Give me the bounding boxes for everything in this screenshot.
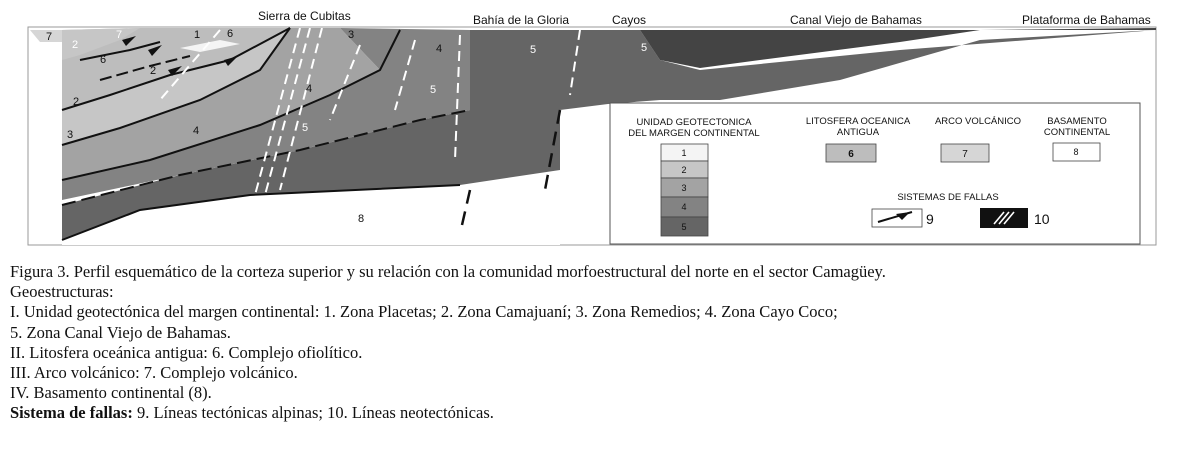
caption-line: II. Litosfera oceánica antigua: 6. Complejo ofiolítico.	[10, 342, 363, 362]
zone-number: 2	[150, 65, 157, 77]
label-sierra-de-cubitas: Sierra de Cubitas	[258, 9, 351, 23]
legend-unidad-title-2: DEL MARGEN CONTINENTAL	[628, 128, 760, 139]
caption-line: I. Unidad geotectónica del margen continental: 1. Zona Placetas; 2. Zona Camajuaní; 3. Zona Remedios; 4. Zona Cayo Coco;	[10, 302, 838, 322]
zone-number: 2	[72, 39, 79, 51]
zone-number: 4	[193, 125, 200, 137]
zone-number: 2	[73, 96, 80, 108]
legend-fault-9-label: 9	[926, 211, 934, 227]
caption-bold: Sistema de fallas:	[10, 403, 133, 423]
zone-number: 5	[430, 84, 437, 96]
caption-line: 5. Zona Canal Viejo de Bahamas.	[10, 322, 231, 342]
zone-number: 1	[194, 29, 201, 41]
zone-number: 7	[46, 31, 53, 43]
zone-number: 5	[530, 44, 537, 56]
caption-line: Figura 3. Perfil esquemático de la corteza superior y su relación con la comunidad morfoestructural del norte en el sector Camagüey.	[10, 262, 886, 281]
zone-number: 8	[358, 213, 365, 225]
legend-fault-10-label: 10	[1034, 211, 1050, 227]
zone-number: 3	[348, 29, 355, 41]
legend-fault-9-box	[872, 209, 922, 227]
legend-unidad-title-1: UNIDAD GEOTECTONICA	[636, 117, 752, 128]
label-canal-viejo: Canal Viejo de Bahamas	[790, 13, 922, 27]
zone-number: 5	[641, 42, 648, 54]
legend-swatch-6-label: 6	[848, 149, 854, 160]
label-bahia-de-la-gloria: Bahía de la Gloria	[473, 13, 570, 27]
zone-number: 7	[116, 29, 123, 41]
label-plataforma: Plataforma de Bahamas	[1022, 13, 1151, 27]
label-cayos: Cayos	[612, 13, 647, 27]
caption-rest: 9. Líneas tectónicas alpinas; 10. Líneas neotectónicas.	[132, 403, 494, 423]
legend-arco-title: ARCO VOLCÁNICO	[934, 116, 1022, 127]
zone-number: 6	[227, 28, 234, 40]
figure-caption	[10, 262, 1195, 424]
caption-line: IV. Basamento continental (8).	[10, 383, 212, 403]
zone-number: 3	[67, 129, 74, 141]
caption-line: III. Arco volcánico: 7. Complejo volcánico.	[10, 363, 298, 383]
legend-sistemas-title: SISTEMAS DE FALLAS	[897, 192, 999, 203]
legend-basamento-title-1: BASAMENTO	[1047, 116, 1107, 127]
legend-litosfera-title-2: ANTIGUA	[836, 127, 880, 138]
legend-swatch-label: 5	[681, 222, 687, 232]
caption-line: Geoestructuras:	[10, 282, 114, 302]
legend-swatch-7-label: 7	[962, 149, 968, 160]
legend-swatch-8-label: 8	[1073, 147, 1079, 157]
zone-number: 4	[436, 43, 443, 55]
zone-number: 5	[302, 122, 309, 134]
zone-number: 6	[100, 54, 107, 66]
zone-number: 4	[306, 83, 313, 95]
legend-basamento-title-2: CONTINENTAL	[1043, 127, 1111, 138]
caption-line	[10, 403, 1195, 423]
legend-swatch-label: 3	[681, 183, 687, 193]
legend-swatch-label: 4	[681, 202, 687, 212]
legend-litosfera-title-1: LITOSFERA OCEANICA	[805, 116, 911, 127]
legend-swatch-label: 2	[681, 165, 687, 175]
legend-swatch-label: 1	[681, 148, 687, 158]
